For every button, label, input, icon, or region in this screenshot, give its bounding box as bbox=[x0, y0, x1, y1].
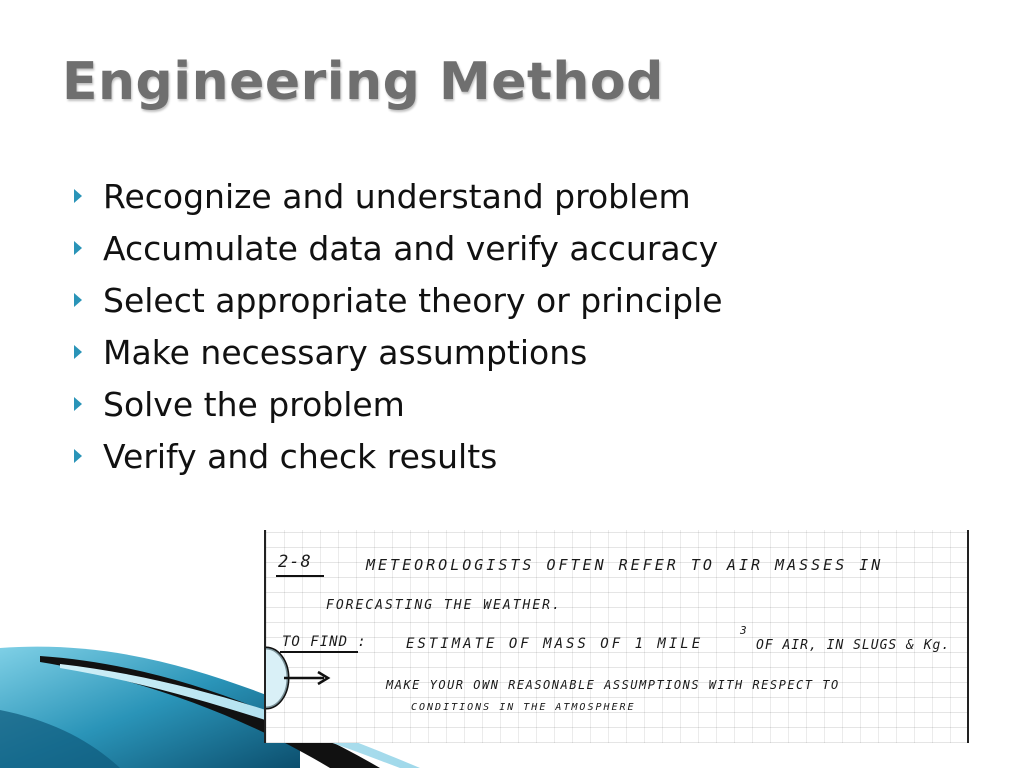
bullet-arrow-icon bbox=[74, 397, 82, 411]
bullet-arrow-icon bbox=[74, 449, 82, 463]
slide-title: Engineering Method bbox=[62, 52, 664, 112]
bullet-arrow-icon bbox=[74, 345, 82, 359]
bullet-item bbox=[74, 170, 723, 222]
bullet-arrow-icon bbox=[74, 241, 82, 255]
to-find-exponent: 3 bbox=[740, 624, 748, 637]
bullet-text: Make necessary assumptions bbox=[103, 332, 588, 372]
bullet-item bbox=[74, 326, 723, 378]
problem-line-5: CONDITIONS IN THE ATMOSPHERE bbox=[411, 702, 636, 713]
handwritten-problem-image bbox=[264, 530, 969, 743]
bullet-text: Recognize and understand problem bbox=[103, 176, 691, 216]
to-find-label: TO FIND : bbox=[282, 634, 367, 650]
to-find-tail: OF AIR, IN SLUGS & Kg. bbox=[756, 638, 951, 653]
bullet-item bbox=[74, 274, 723, 326]
problem-line-1: METEOROLOGISTS OFTEN REFER TO AIR MASSES IN bbox=[366, 556, 884, 574]
bullet-text: Select appropriate theory or principle bbox=[103, 280, 723, 320]
bullet-arrow-icon bbox=[74, 189, 82, 203]
bullet-text: Solve the problem bbox=[103, 384, 405, 424]
bullet-text: Accumulate data and verify accuracy bbox=[103, 228, 719, 268]
bullet-list bbox=[74, 170, 723, 482]
problem-line-4: MAKE YOUR OWN REASONABLE ASSUMPTIONS WITH RESPECT TO bbox=[386, 678, 840, 692]
bullet-item bbox=[74, 222, 723, 274]
problem-number: 2-8 bbox=[278, 552, 312, 572]
to-find-text: ESTIMATE OF MASS OF 1 MILE bbox=[406, 636, 704, 652]
bullet-text: Verify and check results bbox=[103, 436, 498, 476]
bullet-arrow-icon bbox=[74, 293, 82, 307]
bullet-item bbox=[74, 430, 723, 482]
bullet-item bbox=[74, 378, 723, 430]
problem-line-2: FORECASTING THE WEATHER. bbox=[326, 598, 562, 613]
